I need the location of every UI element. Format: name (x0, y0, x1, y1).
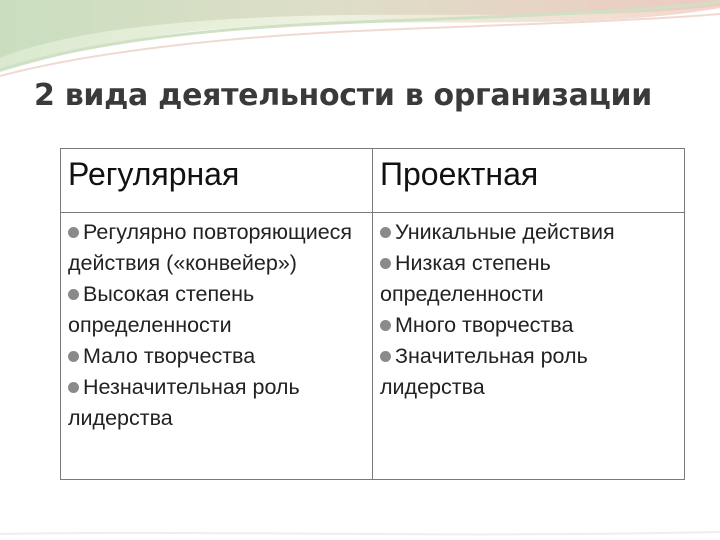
list-item-text: Уникальные действия (395, 220, 615, 244)
slide-title: 2 вида деятельности в организации (34, 78, 652, 113)
regular-items-list (68, 217, 366, 434)
list-item (380, 217, 678, 248)
list-item (380, 310, 678, 341)
list-item-text: Много творчества (395, 313, 574, 337)
list-item-text: Мало творчества (83, 344, 256, 368)
header-regular: Регулярная (61, 149, 373, 213)
list-item (380, 248, 678, 310)
list-item-text: Незначительная роль лидерства (68, 375, 300, 430)
table-body-row (61, 213, 685, 480)
list-item (68, 341, 366, 372)
comparison-table (60, 148, 685, 480)
list-item-text: Регулярно повторяющиеся действия («конвейер») (68, 220, 353, 275)
header-project: Проектная (373, 149, 685, 213)
regular-column-cell (61, 213, 373, 480)
list-item-text: Низкая степень определенности (380, 251, 551, 306)
table-header-row (61, 149, 685, 213)
bullet-icon (68, 351, 79, 362)
list-item (380, 341, 678, 403)
list-item (68, 279, 366, 341)
bullet-icon (380, 227, 391, 238)
bullet-icon (380, 258, 391, 269)
bullet-icon (380, 320, 391, 331)
list-item (68, 372, 366, 434)
list-item-text: Значительная роль лидерства (380, 344, 588, 399)
list-item (68, 217, 366, 279)
project-column-cell (373, 213, 685, 480)
bullet-icon (68, 289, 79, 300)
project-items-list (380, 217, 678, 403)
list-item-text: Высокая степень определенности (68, 282, 255, 337)
decorative-banner (0, 0, 720, 80)
bullet-icon (68, 382, 79, 393)
bullet-icon (380, 351, 391, 362)
bullet-icon (68, 227, 79, 238)
decorative-bottom-line (0, 528, 720, 540)
